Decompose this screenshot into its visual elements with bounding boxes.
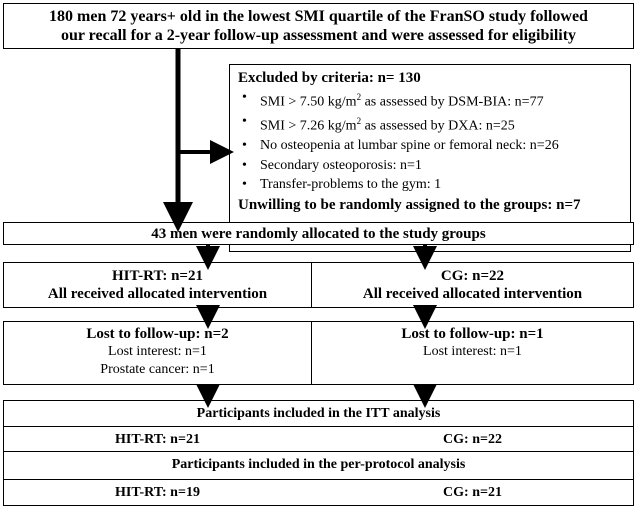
exclusion-criterion: • SMI > 7.50 $kg/m^2$ as assessed by DSM-BIA: n=77 [238, 88, 630, 112]
pp-title: Participants included in the per-protocol analysis [171, 457, 466, 472]
followup-right-reason: Lost interest: n=1 [423, 344, 522, 359]
randomized-box [3, 222, 634, 245]
pp-right: CG: n=21 [443, 485, 502, 500]
excluded-title: Excluded by criteria: n= 130 [238, 70, 421, 86]
itt-right: CG: n=22 [443, 432, 502, 447]
followup-left-reason: Prostate cancer: n=1 [100, 362, 215, 377]
followup-left [4, 325, 311, 379]
unwilling-text: Unwilling to be randomly assigned to the groups: n=7 [238, 196, 581, 213]
itt-title: Participants included in the ITT analysis [196, 406, 441, 421]
exclusion-criterion: • No osteopenia at lumbar spine or femoral neck: n=26 [238, 136, 630, 156]
allocation-box [3, 262, 634, 308]
followup-left-reason: Lost interest: n=1 [108, 344, 207, 359]
followup-box [3, 321, 634, 385]
exclusion-criterion: • Transfer-problems to the gym: 1 [238, 175, 630, 195]
enrollment-box [3, 3, 634, 49]
allocation-right-group: CG: n=22 [440, 268, 505, 284]
followup-left-lost: Lost to follow-up: n=2 [86, 326, 229, 342]
allocation-right-received: All received allocated intervention [362, 286, 583, 302]
enrollment-line-1: 180 men 72 years+ old in the lowest SMI quartile of the FranSO study followed [49, 8, 588, 25]
followup-right-lost: Lost to follow-up: n=1 [401, 326, 544, 342]
followup-right [312, 325, 633, 361]
analysis-box [3, 400, 634, 506]
enrollment-line-2: our recall for a 2-year follow-up assessment and were assessed for eligibility [60, 27, 577, 44]
allocation-left [4, 267, 311, 303]
exclusion-criteria-list [238, 88, 630, 195]
exclusion-criterion: • Secondary osteoporosis: n=1 [238, 156, 630, 176]
exclusion-criterion: • SMI > 7.26 $kg/m^2$ as assessed by DXA: n=25 [238, 112, 630, 136]
allocation-right [312, 267, 633, 303]
randomized-text: 43 men were randomly allocated to the study groups [151, 226, 486, 242]
allocation-left-received: All received allocated intervention [47, 286, 268, 302]
allocation-left-group: HIT-RT: n=21 [112, 268, 203, 284]
pp-left: HIT-RT: n=19 [115, 485, 200, 500]
itt-left: HIT-RT: n=21 [115, 432, 200, 447]
